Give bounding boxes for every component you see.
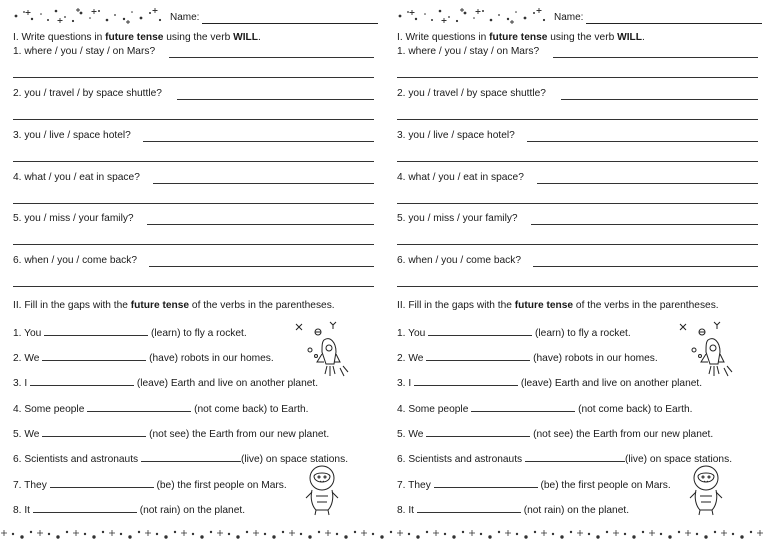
gap-blank[interactable] (414, 376, 518, 386)
answer-line[interactable] (13, 244, 374, 245)
question-4: 4. what / you / eat in space? (13, 172, 140, 183)
answer-line[interactable] (397, 203, 758, 204)
gap-blank[interactable] (42, 427, 146, 437)
gap-blank[interactable] (87, 402, 191, 412)
question-6: 6. when / you / come back? (13, 255, 138, 266)
answer-line[interactable] (397, 244, 758, 245)
answer-line[interactable] (561, 99, 758, 100)
astronaut-icon (300, 462, 344, 518)
gap-blank[interactable] (525, 452, 625, 462)
gap-blank[interactable] (417, 503, 521, 513)
gap-blank[interactable] (50, 478, 154, 488)
answer-line[interactable] (553, 57, 758, 58)
astronaut-icon (684, 462, 728, 518)
gap-blank[interactable] (44, 326, 148, 336)
gap-item-7: 7. They (be) the first people on Mars. (13, 480, 287, 491)
answer-line[interactable] (397, 119, 758, 120)
section2-instruction: II. Fill in the gaps with the future tense of the verbs in the parentheses. (13, 300, 335, 311)
answer-line[interactable] (169, 57, 374, 58)
gap-item-1: 1. You (learn) to fly a rocket. (13, 328, 247, 339)
gap-item-4: 4. Some people (not come back) to Earth. (397, 404, 693, 415)
answer-line[interactable] (153, 183, 374, 184)
answer-line[interactable] (147, 224, 374, 225)
answer-line[interactable] (533, 266, 758, 267)
question-1: 1. where / you / stay / on Mars? (13, 46, 156, 57)
question-2: 2. you / travel / by space shuttle? (397, 88, 546, 99)
gap-item-2: 2. We (have) robots in our homes. (13, 353, 274, 364)
name-label: Name: (554, 12, 584, 23)
gap-item-2: 2. We (have) robots in our homes. (397, 353, 658, 364)
gap-blank[interactable] (471, 402, 575, 412)
gap-blank[interactable] (141, 452, 241, 462)
answer-line[interactable] (149, 266, 374, 267)
gap-item-8: 8. It (not rain) on the planet. (13, 505, 246, 516)
answer-line[interactable] (13, 77, 374, 78)
answer-line[interactable] (13, 119, 374, 120)
gap-blank[interactable] (30, 376, 134, 386)
worksheet-header (10, 6, 382, 26)
gap-item-6: 6. Scientists and astronauts (live) on space stations. (13, 454, 349, 465)
question-4: 4. what / you / eat in space? (397, 172, 524, 183)
stars-icon (394, 6, 552, 26)
name-input-line[interactable] (586, 23, 762, 24)
worksheet-header (394, 6, 766, 26)
answer-line[interactable] (527, 141, 758, 142)
section1-instruction: I. Write questions in future tense using the verb WILL. (13, 32, 261, 43)
name-label: Name: (170, 12, 200, 23)
rocket-icon (674, 318, 744, 386)
stars-icon (10, 6, 168, 26)
question-6: 6. when / you / come back? (397, 255, 522, 266)
gap-item-4: 4. Some people (not come back) to Earth. (13, 404, 309, 415)
gap-blank[interactable] (426, 427, 530, 437)
answer-line[interactable] (397, 77, 758, 78)
gap-item-3: 3. I (leave) Earth and live on another planet. (397, 378, 703, 389)
answer-line[interactable] (13, 286, 374, 287)
worksheet-left (10, 0, 382, 528)
gap-item-1: 1. You (learn) to fly a rocket. (397, 328, 631, 339)
answer-line[interactable] (177, 99, 374, 100)
question-3: 3. you / live / space hotel? (13, 130, 131, 141)
answer-line[interactable] (537, 183, 758, 184)
gap-item-8: 8. It (not rain) on the planet. (397, 505, 630, 516)
answer-line[interactable] (13, 161, 374, 162)
star-border-icon (0, 526, 768, 543)
question-2: 2. you / travel / by space shuttle? (13, 88, 162, 99)
name-input-line[interactable] (202, 23, 378, 24)
gap-item-5: 5. We (not see) the Earth from our new planet. (13, 429, 330, 440)
gap-blank[interactable] (434, 478, 538, 488)
gap-blank[interactable] (426, 351, 530, 361)
answer-line[interactable] (397, 286, 758, 287)
section1-instruction: I. Write questions in future tense using the verb WILL. (397, 32, 645, 43)
gap-item-3: 3. I (leave) Earth and live on another planet. (13, 378, 319, 389)
question-1: 1. where / you / stay / on Mars? (397, 46, 540, 57)
answer-line[interactable] (143, 141, 374, 142)
gap-blank[interactable] (42, 351, 146, 361)
gap-item-7: 7. They (be) the first people on Mars. (397, 480, 671, 491)
gap-item-6: 6. Scientists and astronauts (live) on space stations. (397, 454, 733, 465)
gap-item-5: 5. We (not see) the Earth from our new planet. (397, 429, 714, 440)
question-5: 5. you / miss / your family? (13, 213, 134, 224)
rocket-icon (290, 318, 360, 386)
worksheet-right (394, 0, 766, 528)
answer-line[interactable] (13, 203, 374, 204)
gap-blank[interactable] (428, 326, 532, 336)
gap-blank[interactable] (33, 503, 137, 513)
answer-line[interactable] (531, 224, 758, 225)
question-5: 5. you / miss / your family? (397, 213, 518, 224)
question-3: 3. you / live / space hotel? (397, 130, 515, 141)
answer-line[interactable] (397, 161, 758, 162)
section2-instruction: II. Fill in the gaps with the future tense of the verbs in the parentheses. (397, 300, 719, 311)
